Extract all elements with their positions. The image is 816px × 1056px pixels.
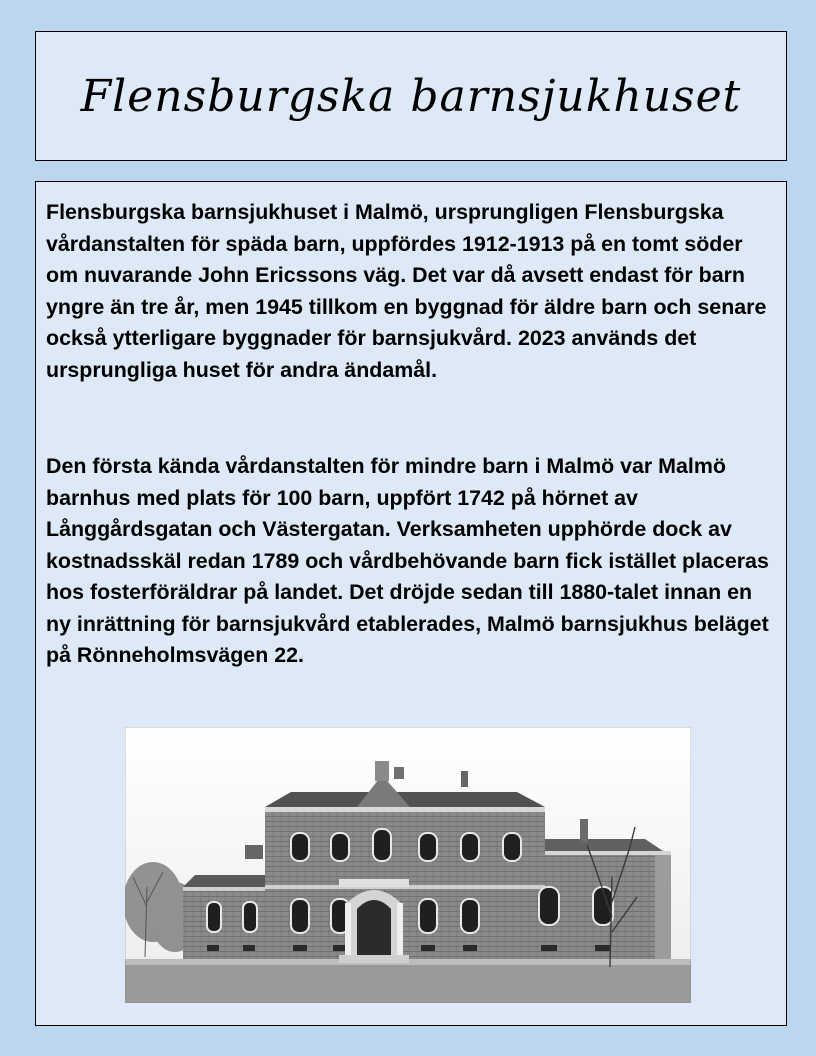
hospital-building-illustration [125,727,691,1003]
hospital-photo [125,727,691,1003]
paragraph-background: Den första kända vårdanstalten för mindre barn i Malmö var Malmö barnhus med plats för 100 barn, uppfört 1742 på hörnet av Långgårdsgatan och Västergatan. Verksamheten upphörde dock av kostnadsskäl redan 1789 och vårdbehövande barn fick istället placeras hos fosterföräldrar på landet. Det dröjde sedan till 1880-talet innan en ny inrättning för barnsjukvård etablerades, Malmö barnsjukhus beläget på Rönneholmsvägen 22. [46,454,769,667]
paragraph-history: Flensburgska barnsjukhuset i Malmö, ursprungligen Flensburgska vårdanstalten för späda barn, uppfördes 1912-1913 på en tomt söder om nuvarande John Ericssons väg. Det var då avsett endast för barn yngre än tre år, men 1945 tillkom en byggnad för äldre barn och senare också ytterligare byggnader för barnsjukvård. 2023 används det ursprungliga huset för andra ändamål. [46,200,767,382]
page-title: Flensburgska barnsjukhuset [80,70,742,122]
content-box [35,181,787,1026]
title-box [35,31,787,161]
